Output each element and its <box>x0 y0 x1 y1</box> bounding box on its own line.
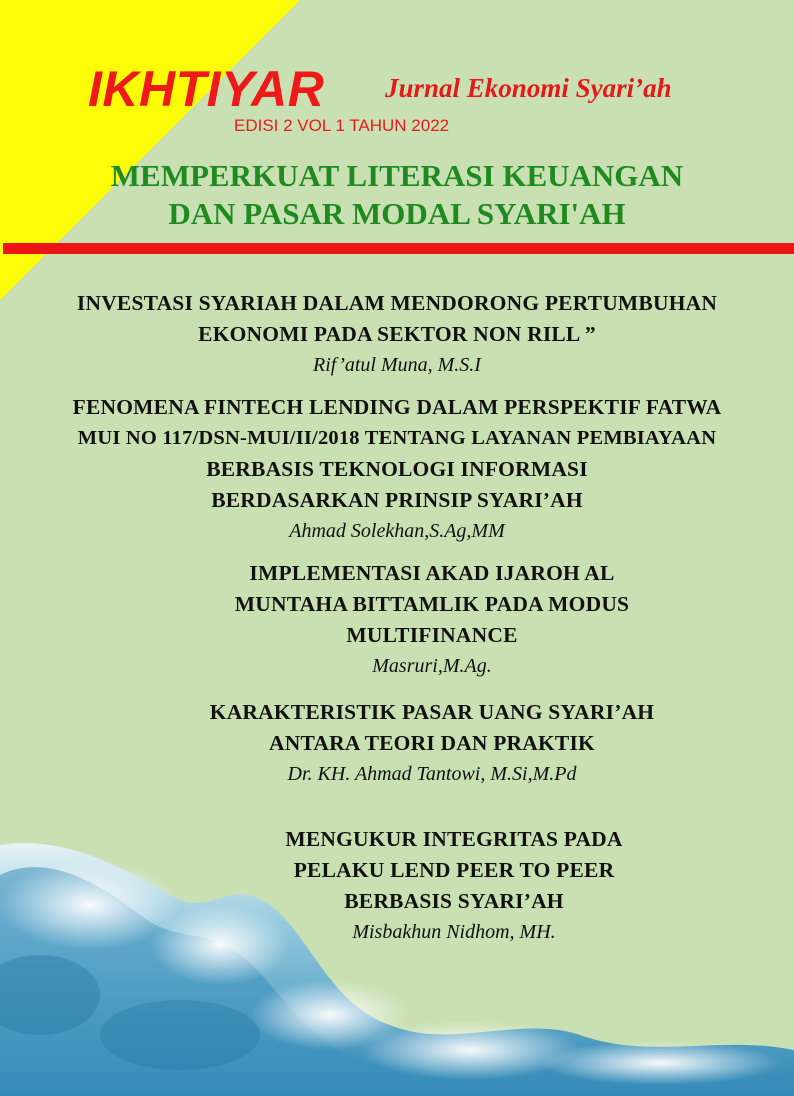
article-4 <box>0 697 794 789</box>
article-author: Misbakhun Nidhom, MH. <box>352 921 556 943</box>
headline-line-1: MEMPERKUAT LITERASI KEUANGAN <box>110 158 684 193</box>
article-title-line: EKONOMI PADA SEKTOR NON RILL ” <box>198 322 596 346</box>
article-author: Rif’atul Muna, M.S.I <box>313 354 481 376</box>
headline-line-2: DAN PASAR MODAL SYARI'AH <box>168 196 626 231</box>
article-title-line: BERBASIS SYARI’AH <box>344 889 564 913</box>
article-title-line: MUI NO 117/DSN-MUI/II/2018 TENTANG LAYANAN PEMBIAYAAN <box>77 427 717 449</box>
article-title-line: MULTIFINANCE <box>346 623 518 647</box>
article-title-line: MUNTAHA BITTAMLIK PADA MODUS <box>234 592 630 616</box>
article-title-line: PELAKU LEND PEER TO PEER <box>293 858 615 882</box>
yellow-corner-triangle <box>0 0 300 300</box>
article-title-line: KARAKTERISTIK PASAR UANG SYARI’AH <box>209 700 655 724</box>
red-divider-bar <box>3 243 794 254</box>
article-title-line: MENGUKUR INTEGRITAS PADA <box>285 827 623 851</box>
article-3 <box>0 558 794 681</box>
journal-name: IKHTIYAR <box>88 61 325 117</box>
edition-label: EDISI 2 VOL 1 TAHUN 2022 <box>234 116 450 135</box>
article-author: Masruri,M.Ag. <box>372 655 492 677</box>
article-5 <box>0 824 794 947</box>
cover-headline <box>0 157 794 233</box>
article-1 <box>0 288 794 380</box>
article-title-line: BERDASARKAN PRINSIP SYARI’AH <box>211 488 583 512</box>
article-title-line: INVESTASI SYARIAH DALAM MENDORONG PERTUMBUHAN <box>76 291 718 315</box>
article-title-line: FENOMENA FINTECH LENDING DALAM PERSPEKTIF FATWA <box>72 395 722 419</box>
article-title-line: BERBASIS TEKNOLOGI INFORMASI <box>206 457 588 481</box>
article-author: Dr. KH. Ahmad Tantowi, M.Si,M.Pd <box>287 763 577 785</box>
article-2 <box>0 392 794 546</box>
article-title-line: ANTARA TEORI DAN PRAKTIK <box>269 731 595 755</box>
article-author: Ahmad Solekhan,S.Ag,MM <box>289 520 505 542</box>
journal-subtitle: Jurnal Ekonomi Syari’ah <box>385 73 672 103</box>
article-title-line: IMPLEMENTASI AKAD IJAROH AL <box>249 561 615 585</box>
